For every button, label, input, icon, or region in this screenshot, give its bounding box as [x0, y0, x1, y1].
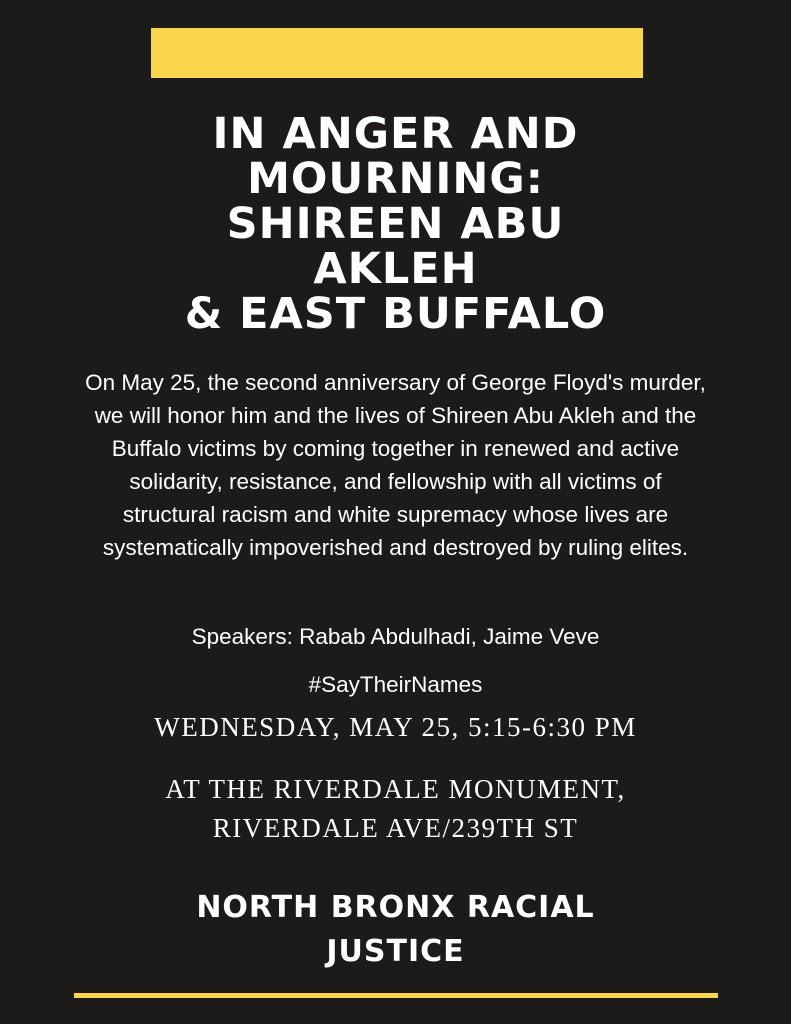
headline-line: AKLEH — [313, 244, 478, 294]
top-accent-bar — [151, 28, 643, 78]
hashtag: #SayTheirNames — [308, 672, 483, 697]
organization-line: NORTH BRONX RACIAL — [196, 890, 595, 925]
description-line: solidarity, resistance, and fellowship with all victims of — [129, 469, 662, 494]
event-location — [0, 770, 791, 848]
organization-line: JUSTICE — [326, 934, 465, 969]
description-line: Buffalo victims by coming together in renewed and active — [111, 436, 680, 461]
headline-line: & EAST BUFFALO — [184, 289, 607, 339]
description-line: we will honor him and the lives of Shireen Abu Akleh and the — [94, 403, 697, 428]
location-line: AT THE RIVERDALE MONUMENT, — [165, 774, 626, 804]
location-line: RIVERDALE AVE/239TH ST — [212, 813, 579, 843]
description-line: structural racism and white supremacy whose lives are — [122, 502, 669, 527]
event-date-time: WEDNESDAY, MAY 25, 5:15-6:30 PM — [154, 712, 637, 742]
organization-name — [0, 886, 791, 974]
speakers-line: Speakers: Rabab Abdulhadi, Jaime Veve — [191, 624, 600, 649]
description-line: systematically impoverished and destroyed by ruling elites. — [102, 535, 689, 560]
bottom-accent-bar — [74, 993, 718, 998]
headline-line: IN ANGER AND — [212, 109, 579, 159]
headline — [20, 109, 771, 339]
headline-line: SHIREEN ABU — [226, 199, 565, 249]
event-description — [8, 366, 783, 564]
description-line: On May 25, the second anniversary of George Floyd's murder, — [85, 370, 706, 395]
headline-line: MOURNING: — [247, 154, 544, 204]
